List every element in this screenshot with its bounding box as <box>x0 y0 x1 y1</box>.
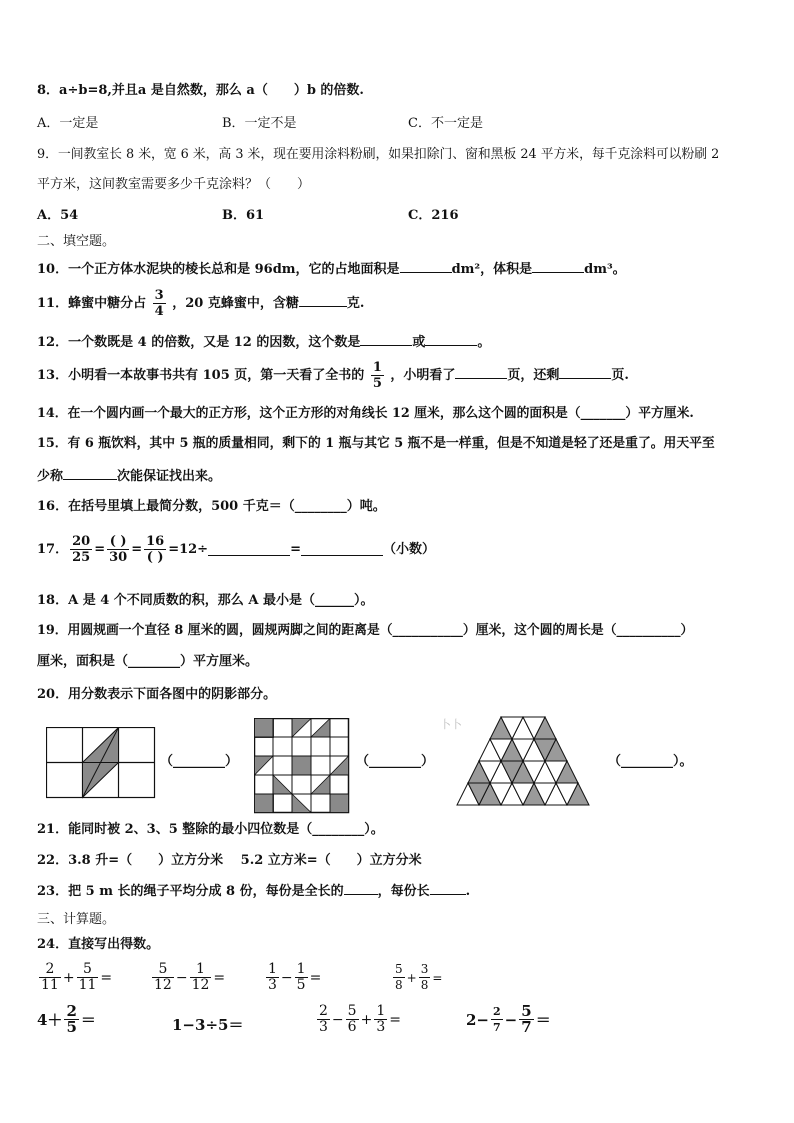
q17-fraction-1: $\frac{20}{25}$ <box>72 534 91 565</box>
q8-option-b[interactable]: B．一定不是 <box>222 116 297 131</box>
q23-text: 23．把 5 m 长的绳子平均分成 8 份，每份是全长的 ，每份长 . <box>37 884 471 899</box>
q21-text: 21．能同时被 2、3、5 整除的最小四位数是（________）。 <box>37 822 384 837</box>
q24-expr-4: $\frac{5}{8}$ + $\frac{3}{8}$ = <box>395 962 443 992</box>
q24-expr-3: $\frac{1}{3}$ − $\frac{1}{5}$ = <box>268 961 322 993</box>
q19-line2: 厘米，面积是（________）平方厘米。 <box>37 654 259 669</box>
q20-figure-trapezoid <box>444 716 602 808</box>
q20-answer-2[interactable]: （________） <box>356 754 435 769</box>
q14-text: 14．在一个圆内画一个最大的正方形，这个正方形的对角线长 12 厘米，那么这个圆的面积是（_______）平方厘米. <box>37 406 694 421</box>
q17-blank-decimal[interactable] <box>301 543 383 556</box>
q9-option-a[interactable]: A．54 <box>37 208 79 223</box>
q22-text: 22．3.8 升=（ ）立方分米 5.2 立方米=（ ）立方分米 <box>37 853 422 868</box>
q17-fraction-3[interactable]: $\frac{16}{( )}$ <box>146 534 165 565</box>
q23-blank-length[interactable] <box>430 882 466 895</box>
q24-expr-6: 1−3÷5＝ <box>172 1016 244 1034</box>
q24-expr-8: 2− $\frac{2}{7}$ − $\frac{5}{7}$ ＝ <box>466 1002 551 1036</box>
q12-blank-2[interactable] <box>425 333 477 346</box>
q24-expr-2: $\frac{5}{12}$ − $\frac{1}{12}$ = <box>154 961 226 993</box>
q11-blank[interactable] <box>299 294 347 307</box>
q15-blank[interactable] <box>63 467 117 480</box>
q10-blank-area[interactable] <box>400 260 452 273</box>
q17-fraction-2[interactable]: $\frac{( )}{30}$ <box>109 534 128 565</box>
q12-blank-1[interactable] <box>360 333 412 346</box>
q9-line1: 9．一间教室长 8 米，宽 6 米，高 3 米，现在要用涂料粉刷，如果扣除门、窗和黑板 24 平方米，每千克涂料可以粉刷 2 <box>37 147 720 162</box>
q9-option-c[interactable]: C．216 <box>408 208 459 223</box>
q10-text: 10．一个正方体水泥块的棱长总和是 96dm，它的占地面积是 dm²，体积是 dm³。 <box>37 262 626 277</box>
q13-blank-left[interactable] <box>559 366 611 379</box>
q20-answer-3[interactable]: （________）。 <box>608 754 693 769</box>
q8-option-a[interactable]: A．一定是 <box>37 116 99 131</box>
q15-line2: 少称 次能保证找出来。 <box>37 469 222 484</box>
q8-option-c[interactable]: C．不一定是 <box>408 116 483 131</box>
section-fill-in-title: 二、填空题。 <box>37 234 116 249</box>
q20-figure-rectangle-grid <box>46 727 156 799</box>
q20-faint-stamp: 卜卜 <box>440 718 462 731</box>
q9-line2: 平方米，这间教室需要多少千克涂料？（ ） <box>37 177 311 192</box>
q17-text: 17． $\frac{20}{25}$ = $\frac{( )}{30}$ = $\frac{16}{( )}$ =12÷ = （小数） <box>37 534 435 565</box>
q16-text: 16．在括号里填上最简分数，500 千克＝（________）吨。 <box>37 499 386 514</box>
q20-figure-square-grid <box>254 718 350 814</box>
q11-fraction: $\frac{3}{4}$ <box>154 288 164 319</box>
q13-blank-read[interactable] <box>455 366 507 379</box>
q18-text: 18．A 是 4 个不同质数的积，那么 A 最小是（______）。 <box>37 593 374 608</box>
q24-text: 24．直接写出得数。 <box>37 937 160 952</box>
q20-answer-1[interactable]: （________） <box>160 754 239 769</box>
q13-fraction: $\frac{1}{5}$ <box>372 360 382 391</box>
q23-blank-fraction[interactable] <box>344 882 378 895</box>
q24-expr-5: 4＋ $\frac{2}{5}$ ＝ <box>37 1002 96 1036</box>
section-calc-title: 三、计算题。 <box>37 912 116 927</box>
q9-option-b[interactable]: B．61 <box>222 208 265 223</box>
q11-text: 11．蜂蜜中糖分占 $\frac{3}{4}$ ，20 克蜂蜜中，含糖 克. <box>37 288 365 319</box>
q24-expr-7: $\frac{2}{3}$ − $\frac{5}{6}$ + $\frac{1}{3}$ = <box>319 1003 401 1035</box>
q17-blank-divisor[interactable] <box>208 543 290 556</box>
q13-text: 13．小明看一本故事书共有 105 页，第一天看了全书的 $\frac{1}{5}$ ，小明看了 页，还剩 页. <box>37 360 629 391</box>
q15-line1: 15．有 6 瓶饮料，其中 5 瓶的质量相同，剩下的 1 瓶与其它 5 瓶不是一样重，但是不知道是轻了还是重了。用天平至 <box>37 436 715 451</box>
q24-expr-1: $\frac{2}{11}$ + $\frac{5}{11}$ = <box>41 961 113 993</box>
q12-text: 12．一个数既是 4 的倍数，又是 12 的因数，这个数是 或 。 <box>37 335 491 350</box>
q8-text: 8．a÷b=8,并且a 是自然数，那么 a（ ）b 的倍数. <box>37 83 364 98</box>
q19-line1: 19．用圆规画一个直径 8 厘米的圆，圆规两脚之间的距离是（___________）厘米，这个圆的周长是（__________） <box>37 623 694 638</box>
q20-text: 20．用分数表示下面各图中的阴影部分。 <box>37 687 277 702</box>
q10-blank-volume[interactable] <box>532 260 584 273</box>
